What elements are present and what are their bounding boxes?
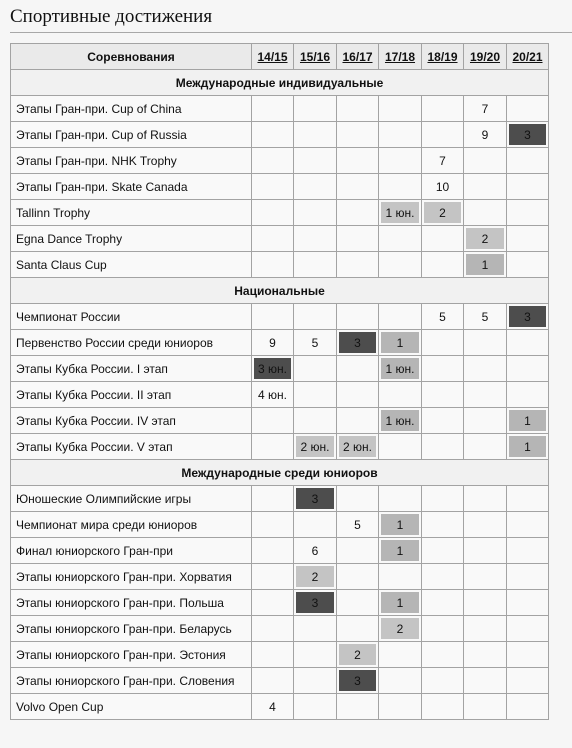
result-cell — [379, 226, 422, 252]
result-cell — [294, 382, 337, 408]
season-header: 17/18 — [379, 44, 422, 70]
season-header: 16/17 — [337, 44, 379, 70]
table-row — [11, 330, 549, 356]
event-name: Tallinn Trophy — [11, 200, 252, 226]
result-cell: 10 — [422, 174, 464, 200]
event-name: Этапы юниорского Гран-при. Словения — [11, 668, 252, 694]
result-cell — [252, 564, 294, 590]
result-cell — [252, 434, 294, 460]
result-cell — [379, 616, 422, 642]
table-row — [11, 486, 549, 512]
page-title: Спортивные достижения — [10, 4, 572, 33]
result-cell — [507, 226, 549, 252]
result-cell — [337, 122, 379, 148]
silver-medal-result: 2 — [339, 644, 376, 665]
result-cell — [337, 668, 379, 694]
result-cell — [379, 382, 422, 408]
result-cell — [464, 226, 507, 252]
event-name: Чемпионат мира среди юниоров — [11, 512, 252, 538]
result-cell — [464, 148, 507, 174]
section-heading: Международные среди юниоров — [11, 460, 549, 486]
result-cell: 9 — [252, 330, 294, 356]
result-cell — [252, 668, 294, 694]
bronze-medal-result: 3 — [339, 332, 376, 353]
table-row — [11, 382, 549, 408]
event-name: Финал юниорского Гран-при — [11, 538, 252, 564]
event-name: Этапы Кубка России. IV этап — [11, 408, 252, 434]
result-cell — [252, 356, 294, 382]
table-row — [11, 668, 549, 694]
result-cell — [294, 174, 337, 200]
event-column-header: Соревнования — [11, 44, 252, 70]
result-cell — [422, 96, 464, 122]
result-cell: 5 — [294, 330, 337, 356]
result-cell — [379, 122, 422, 148]
result-cell — [464, 694, 507, 720]
result-cell — [464, 174, 507, 200]
season-header: 15/16 — [294, 44, 337, 70]
silver-medal-result: 1 юн. — [381, 202, 419, 223]
result-cell — [464, 668, 507, 694]
result-cell — [337, 434, 379, 460]
result-cell — [464, 434, 507, 460]
result-cell — [422, 538, 464, 564]
result-cell — [464, 538, 507, 564]
event-name: Этапы юниорского Гран-при. Хорватия — [11, 564, 252, 590]
season-header: 20/21 — [507, 44, 549, 70]
bronze-medal-result: 3 — [509, 124, 546, 145]
table-row — [11, 564, 549, 590]
result-cell — [507, 122, 549, 148]
result-cell: 4 — [252, 694, 294, 720]
event-name: Этапы Гран-при. Skate Canada — [11, 174, 252, 200]
bronze-medal-result: 3 — [339, 670, 376, 691]
result-cell — [422, 408, 464, 434]
result-cell — [464, 590, 507, 616]
table-row — [11, 434, 549, 460]
bronze-medal-result: 3 юн. — [254, 358, 291, 379]
result-cell — [422, 200, 464, 226]
result-cell — [507, 616, 549, 642]
result-cell — [294, 226, 337, 252]
result-cell — [252, 174, 294, 200]
season-header: 19/20 — [464, 44, 507, 70]
silver-medal-result: 2 юн. — [296, 436, 334, 457]
table-row — [11, 122, 549, 148]
result-cell — [337, 642, 379, 668]
result-cell — [464, 512, 507, 538]
result-cell — [294, 668, 337, 694]
result-cell — [464, 616, 507, 642]
result-cell — [507, 512, 549, 538]
result-cell — [507, 564, 549, 590]
result-cell — [294, 642, 337, 668]
table-row — [11, 616, 549, 642]
result-cell — [379, 174, 422, 200]
result-cell — [464, 486, 507, 512]
table-row — [11, 538, 549, 564]
section-row — [11, 460, 549, 486]
event-name: Volvo Open Cup — [11, 694, 252, 720]
result-cell — [294, 694, 337, 720]
table-row — [11, 590, 549, 616]
result-cell — [337, 174, 379, 200]
silver-medal-result: 2 — [296, 566, 334, 587]
event-name: Santa Claus Cup — [11, 252, 252, 278]
result-cell — [252, 512, 294, 538]
section-heading: Национальные — [11, 278, 549, 304]
silver-medal-result: 2 — [466, 228, 504, 249]
result-cell — [507, 408, 549, 434]
event-name: Egna Dance Trophy — [11, 226, 252, 252]
result-cell — [507, 148, 549, 174]
result-cell — [379, 694, 422, 720]
result-cell — [379, 200, 422, 226]
result-cell — [464, 642, 507, 668]
result-cell — [379, 304, 422, 330]
table-row — [11, 148, 549, 174]
result-cell — [507, 252, 549, 278]
result-cell — [294, 356, 337, 382]
result-cell — [252, 304, 294, 330]
section-row — [11, 70, 549, 96]
table-row — [11, 408, 549, 434]
result-cell — [464, 252, 507, 278]
gold-medal-result: 1 — [381, 514, 419, 535]
result-cell — [507, 590, 549, 616]
result-cell — [422, 122, 464, 148]
result-cell — [379, 148, 422, 174]
event-name: Этапы Кубка России. II этап — [11, 382, 252, 408]
result-cell: 5 — [464, 304, 507, 330]
result-cell — [379, 538, 422, 564]
table-row — [11, 252, 549, 278]
result-cell — [294, 590, 337, 616]
result-cell — [379, 330, 422, 356]
result-cell — [294, 148, 337, 174]
result-cell: 7 — [464, 96, 507, 122]
result-cell — [294, 96, 337, 122]
result-cell: 4 юн. — [252, 382, 294, 408]
table-row — [11, 304, 549, 330]
result-cell — [337, 200, 379, 226]
result-cell — [252, 96, 294, 122]
result-cell — [422, 590, 464, 616]
table-row — [11, 356, 549, 382]
result-cell — [337, 226, 379, 252]
result-cell — [337, 96, 379, 122]
result-cell — [507, 668, 549, 694]
result-cell — [422, 616, 464, 642]
table-row — [11, 226, 549, 252]
result-cell — [337, 148, 379, 174]
result-cell — [422, 356, 464, 382]
result-cell — [379, 486, 422, 512]
result-cell — [337, 252, 379, 278]
silver-medal-result: 2 — [424, 202, 461, 223]
result-cell — [379, 564, 422, 590]
result-cell — [337, 590, 379, 616]
result-cell — [422, 642, 464, 668]
result-cell — [507, 382, 549, 408]
result-cell — [379, 96, 422, 122]
table-row — [11, 512, 549, 538]
event-name: Этапы юниорского Гран-при. Беларусь — [11, 616, 252, 642]
event-name: Этапы Гран-при. Cup of China — [11, 96, 252, 122]
header-row — [11, 44, 549, 70]
result-cell — [252, 408, 294, 434]
result-cell — [422, 330, 464, 356]
bronze-medal-result: 3 — [296, 488, 334, 509]
event-name: Этапы Кубка России. V этап — [11, 434, 252, 460]
result-cell: 5 — [337, 512, 379, 538]
section-heading: Международные индивидуальные — [11, 70, 549, 96]
result-cell — [422, 668, 464, 694]
season-header: 14/15 — [252, 44, 294, 70]
result-cell: 9 — [464, 122, 507, 148]
result-cell — [379, 356, 422, 382]
result-cell — [294, 252, 337, 278]
gold-medal-result: 1 — [381, 592, 419, 613]
gold-medal-result: 1 — [381, 332, 419, 353]
result-cell — [464, 408, 507, 434]
result-cell — [422, 382, 464, 408]
result-cell — [422, 486, 464, 512]
result-cell — [252, 642, 294, 668]
result-cell — [252, 590, 294, 616]
result-cell — [507, 538, 549, 564]
result-cell — [337, 408, 379, 434]
silver-medal-result: 2 юн. — [339, 436, 376, 457]
result-cell — [252, 148, 294, 174]
result-cell — [507, 174, 549, 200]
result-cell — [294, 616, 337, 642]
result-cell — [337, 694, 379, 720]
achievements-table — [10, 43, 549, 720]
section-row — [11, 278, 549, 304]
result-cell — [507, 694, 549, 720]
gold-medal-result: 1 — [466, 254, 504, 275]
bronze-medal-result: 3 — [296, 592, 334, 613]
result-cell — [252, 226, 294, 252]
result-cell — [507, 304, 549, 330]
event-name: Этапы юниорского Гран-при. Эстония — [11, 642, 252, 668]
result-cell — [422, 252, 464, 278]
result-cell — [507, 96, 549, 122]
result-cell — [464, 330, 507, 356]
result-cell — [379, 642, 422, 668]
result-cell — [337, 564, 379, 590]
table-row — [11, 694, 549, 720]
result-cell — [252, 252, 294, 278]
event-name: Этапы Гран-при. Cup of Russia — [11, 122, 252, 148]
result-cell — [294, 512, 337, 538]
event-name: Чемпионат России — [11, 304, 252, 330]
result-cell — [294, 564, 337, 590]
result-cell: 5 — [422, 304, 464, 330]
result-cell — [507, 486, 549, 512]
result-cell — [422, 694, 464, 720]
result-cell — [337, 382, 379, 408]
season-header: 18/19 — [422, 44, 464, 70]
table-row — [11, 642, 549, 668]
result-cell — [379, 512, 422, 538]
result-cell — [294, 408, 337, 434]
result-cell — [507, 434, 549, 460]
gold-medal-result: 1 — [381, 540, 419, 561]
result-cell — [252, 616, 294, 642]
gold-medal-result: 1 — [509, 410, 546, 431]
result-cell — [379, 668, 422, 694]
bronze-medal-result: 3 — [509, 306, 546, 327]
event-name: Первенство России среди юниоров — [11, 330, 252, 356]
result-cell — [379, 408, 422, 434]
result-cell — [337, 616, 379, 642]
result-cell — [507, 356, 549, 382]
result-cell — [337, 356, 379, 382]
event-name: Этапы юниорского Гран-при. Польша — [11, 590, 252, 616]
result-cell — [337, 538, 379, 564]
table-row — [11, 96, 549, 122]
result-cell — [294, 434, 337, 460]
result-cell — [337, 304, 379, 330]
table-row — [11, 174, 549, 200]
event-name: Этапы Гран-при. NHK Trophy — [11, 148, 252, 174]
result-cell — [294, 122, 337, 148]
result-cell — [252, 538, 294, 564]
result-cell — [379, 252, 422, 278]
result-cell — [507, 642, 549, 668]
result-cell — [507, 330, 549, 356]
result-cell — [252, 486, 294, 512]
result-cell — [294, 304, 337, 330]
table-row — [11, 200, 549, 226]
result-cell — [294, 486, 337, 512]
result-cell — [422, 434, 464, 460]
result-cell: 7 — [422, 148, 464, 174]
gold-medal-result: 1 юн. — [381, 410, 419, 431]
gold-medal-result: 1 — [509, 436, 546, 457]
result-cell — [464, 382, 507, 408]
result-cell: 6 — [294, 538, 337, 564]
result-cell — [379, 590, 422, 616]
result-cell — [422, 226, 464, 252]
result-cell — [464, 564, 507, 590]
result-cell — [464, 356, 507, 382]
result-cell — [337, 330, 379, 356]
result-cell — [252, 122, 294, 148]
event-name: Юношеские Олимпийские игры — [11, 486, 252, 512]
gold-medal-result: 1 юн. — [381, 358, 419, 379]
silver-medal-result: 2 — [381, 618, 419, 639]
result-cell — [379, 434, 422, 460]
result-cell — [252, 200, 294, 226]
result-cell — [422, 564, 464, 590]
result-cell — [422, 512, 464, 538]
result-cell — [507, 200, 549, 226]
result-cell — [337, 486, 379, 512]
result-cell — [294, 200, 337, 226]
event-name: Этапы Кубка России. I этап — [11, 356, 252, 382]
result-cell — [464, 200, 507, 226]
